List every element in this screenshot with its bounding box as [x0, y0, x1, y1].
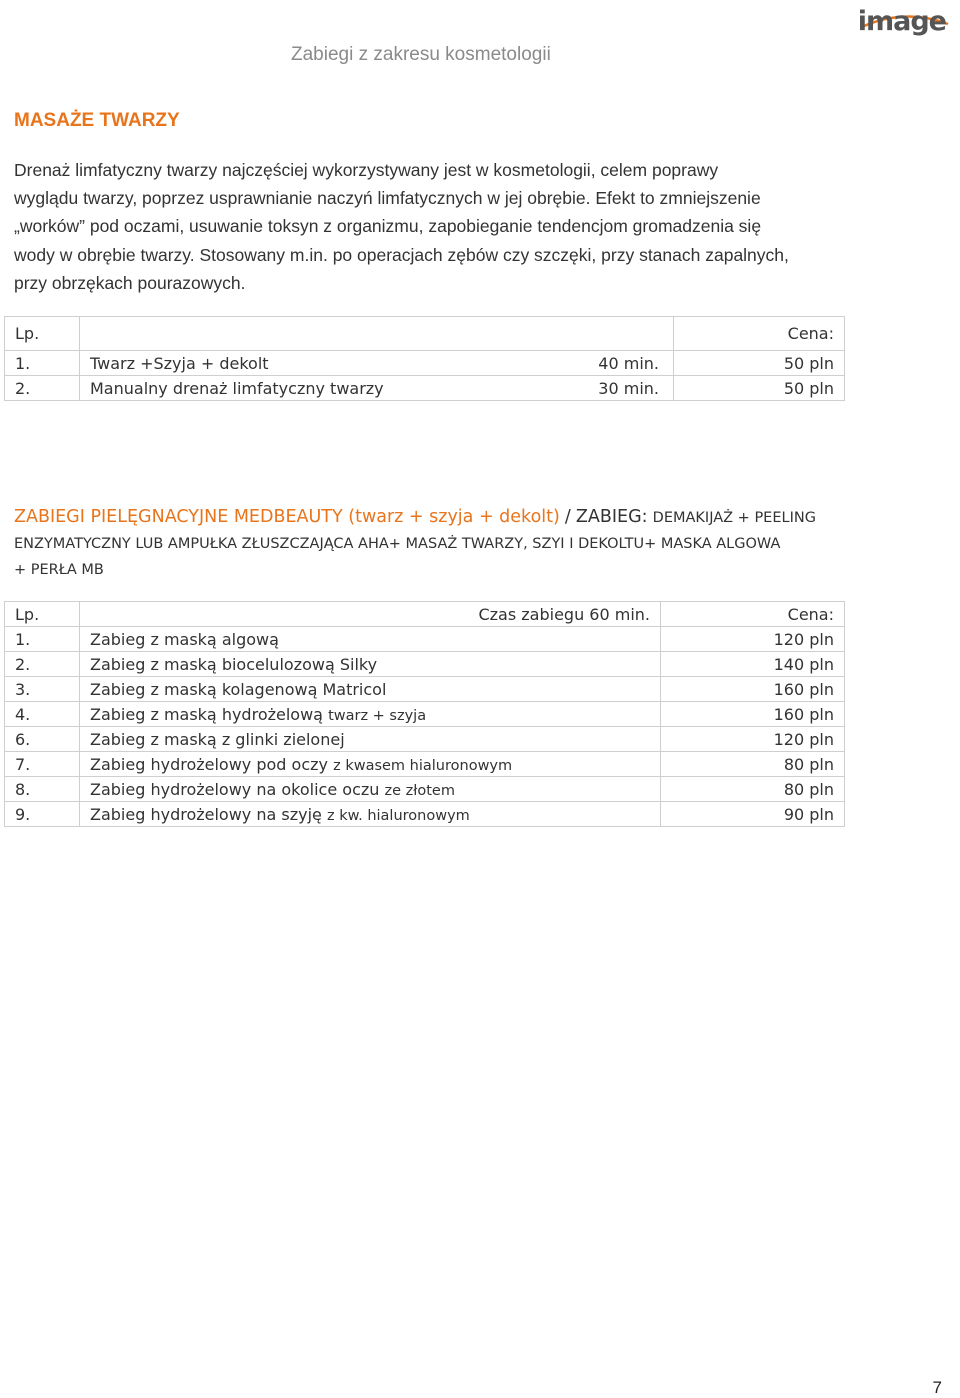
header-price: Cena:	[661, 602, 845, 627]
row-name: Twarz +Szyja + dekolt	[80, 351, 547, 376]
table-row	[5, 777, 845, 802]
title-separator: /	[564, 507, 571, 527]
table-header-row	[5, 602, 845, 627]
medbeauty-title: ZABIEGI PIELĘGNACYJNE MEDBEAUTY (twarz + szyja + dekolt)	[14, 507, 560, 527]
header-price: Cena:	[674, 317, 845, 351]
intro-line: przy obrzękach pourazowych.	[14, 272, 246, 293]
section-title-masaze: MASAŻE TWARZY	[14, 110, 180, 131]
row-lp: 1.	[5, 351, 80, 376]
header-blank	[80, 317, 674, 351]
row-note: z kwasem hialuronowym	[333, 757, 513, 774]
logo-text: image	[857, 6, 946, 37]
subtitle-caps-3: + PERŁA MB	[14, 562, 104, 578]
header-time: Czas zabiegu 60 min.	[80, 602, 661, 627]
table-row	[5, 702, 845, 727]
subtitle-label: ZABIEG:	[575, 507, 648, 527]
row-price: 80 pln	[661, 752, 845, 777]
intro-line: wody w obrębie twarzy. Stosowany m.in. po operacjach zębów czy szczęki, przy stanach zapalnych,	[14, 244, 789, 265]
row-name: Zabieg hydrożelowy pod oczy	[90, 754, 328, 774]
row-price: 80 pln	[661, 777, 845, 802]
table-header-row	[5, 317, 845, 351]
row-lp: 9.	[5, 802, 80, 827]
row-name: Zabieg hydrożelowy na szyję	[90, 804, 322, 824]
table-row	[5, 752, 845, 777]
row-price: 90 pln	[661, 802, 845, 827]
intro-paragraph	[14, 156, 854, 297]
row-price: 160 pln	[661, 702, 845, 727]
row-name: Manualny drenaż limfatyczny twarzy	[80, 376, 547, 401]
row-lp: 1.	[5, 627, 80, 652]
row-note: ze złotem	[384, 782, 455, 799]
row-name: Zabieg z maską algową	[90, 629, 279, 649]
row-lp: 3.	[5, 677, 80, 702]
massage-price-table	[4, 316, 845, 401]
table-row	[5, 802, 845, 827]
intro-line: Drenaż limfatyczny twarzy najczęściej wykorzystywany jest w kosmetologii, celem poprawy	[14, 160, 719, 180]
row-lp: 8.	[5, 777, 80, 802]
subtitle-caps-1: DEMAKIJAŻ + PEELING	[652, 510, 816, 526]
table-row	[5, 652, 845, 677]
row-lp: 2.	[5, 652, 80, 677]
page-header: Zabiegi z zakresu kosmetologii	[291, 44, 551, 65]
row-lp: 7.	[5, 752, 80, 777]
table-row	[5, 627, 845, 652]
intro-line: wyglądu twarzy, poprzez usprawnianie naczyń limfatycznych w jej obrębie. Efekt to zmniejszenie	[14, 188, 761, 209]
intro-line: „worków” pod oczami, usuwanie toksyn z organizmu, zapobieganie tendencjom gromadzenia się	[14, 216, 762, 237]
row-note: z kw. hialuronowym	[326, 807, 470, 824]
table-row	[5, 677, 845, 702]
header-lp: Lp.	[5, 317, 80, 351]
row-lp: 6.	[5, 727, 80, 752]
subtitle-caps-2: ENZYMATYCZNY LUB AMPUŁKA ZŁUSZCZAJĄCA AHA+ MASAŻ TWARZY, SZYI I DEKOLTU+ MASKA ALGOWA	[14, 536, 781, 552]
row-time: 40 min.	[547, 351, 674, 376]
row-price: 120 pln	[661, 627, 845, 652]
row-price: 140 pln	[661, 652, 845, 677]
row-note: twarz + szyja	[328, 707, 427, 724]
row-name: Zabieg z maską hydrożelową	[90, 704, 323, 724]
row-price: 50 pln	[674, 351, 845, 376]
section-title-medbeauty	[14, 504, 874, 583]
header-lp: Lp.	[5, 602, 80, 627]
row-price: 120 pln	[661, 727, 845, 752]
image-logo	[857, 4, 952, 38]
row-price: 50 pln	[674, 376, 845, 401]
table-row	[5, 376, 845, 401]
row-name: Zabieg z maską kolagenową Matricol	[90, 679, 387, 699]
row-lp: 2.	[5, 376, 80, 401]
row-lp: 4.	[5, 702, 80, 727]
row-price: 160 pln	[661, 677, 845, 702]
row-name: Zabieg z maską biocelulozową Silky	[90, 654, 378, 674]
row-name: Zabieg hydrożelowy na okolice oczu	[90, 779, 380, 799]
medbeauty-price-table	[4, 601, 845, 827]
table-row	[5, 351, 845, 376]
row-time: 30 min.	[547, 376, 674, 401]
row-name: Zabieg z maską z glinki zielonej	[90, 729, 345, 749]
page-number: 7	[932, 1378, 942, 1397]
table-row	[5, 727, 845, 752]
